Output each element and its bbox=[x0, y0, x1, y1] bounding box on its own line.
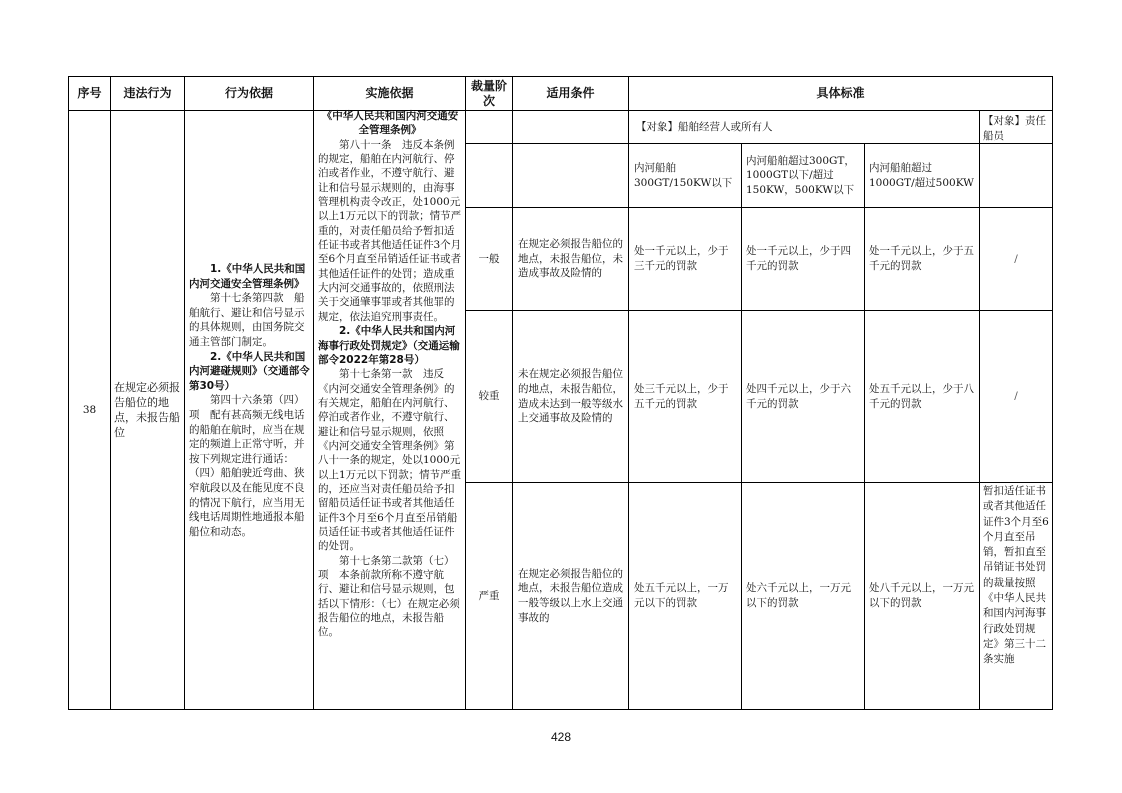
header-basis: 行为依据 bbox=[224, 86, 273, 100]
fine-general-tier-1: 处一千元以上，少于三千元的罚款 bbox=[634, 245, 729, 272]
tier-3: 内河船舶超过1000GT/超过500KW bbox=[869, 161, 974, 189]
level-serious: 较重 bbox=[478, 390, 500, 403]
fine-serious-tier-2: 处四千元以上，少于六千元的罚款 bbox=[746, 382, 851, 410]
crew-severe: 暂扣适任证书或者其他适任证件3个月至6个月直至吊销，暂扣直至吊销证书处罚的裁量按照《中华人民共和国内河海事行政处罚规定》第三十二条实施 bbox=[983, 485, 1049, 666]
impl-text-3: 第十七条第二款第（七）项 本条前款所称不遵守航行、避让和信号显示规则，包括以下情形：（七）在规定必须报告船位的地点，未报告船位。 bbox=[318, 554, 460, 639]
level-severe: 严重 bbox=[478, 589, 500, 602]
fine-general-tier-3: 处一千元以上，少于五千元的罚款 bbox=[869, 245, 974, 272]
condition-severe: 在规定必须报告船位的地点，未报告船位造成一般等级以上水上交通事故的 bbox=[518, 567, 623, 624]
header-impl: 实施依据 bbox=[365, 86, 414, 100]
tier-2: 内河船舶超过300GT，1000GT以下/超过150KW，500KW以下 bbox=[746, 154, 855, 196]
impl-title-2: 2.《中华人民共和国内河海事行政处罚规定》（交通运输部令2022年第28号） bbox=[318, 325, 460, 366]
fine-severe-tier-2: 处六千元以上，一万元以下的罚款 bbox=[746, 582, 851, 609]
condition-general: 在规定必须报告船位的地点，未报告船位，未造成事故及险情的 bbox=[518, 238, 623, 280]
crew-general: / bbox=[1014, 252, 1018, 265]
header-level: 裁量阶次 bbox=[470, 78, 507, 108]
fine-serious-tier-1: 处三千元以上，少于五千元的罚款 bbox=[634, 382, 729, 410]
page-number: 428 bbox=[550, 730, 572, 744]
header-violation: 违法行为 bbox=[123, 86, 172, 100]
basis-title-2: 2.《中华人民共和国内河避碰规则》（交通部令第30号） bbox=[189, 350, 310, 392]
fine-severe-tier-3: 处八千元以上，一万元以下的罚款 bbox=[869, 582, 974, 609]
basis-text-1: 第十七条第四款 船舶航行、避让和信号显示的具体规则，由国务院交通主管部门制定。 bbox=[189, 292, 305, 348]
fine-serious-tier-3: 处五千元以上，少于八千元的罚款 bbox=[869, 382, 974, 410]
fine-severe-tier-1: 处五千元以上，一万元以下的罚款 bbox=[634, 582, 729, 609]
basis-title-1: 1.《中华人民共和国内河交通安全管理条例》 bbox=[189, 263, 306, 290]
behavior-basis bbox=[189, 262, 310, 582]
implementation-basis bbox=[318, 109, 462, 710]
header-seq: 序号 bbox=[77, 86, 102, 100]
impl-text-2: 第十七条第一款 违反《内河交通安全管理条例》的有关规定，船舶在内河航行、停泊或者作业，不遵守航行、避让和信号显示规则，依照《内河交通安全管理条例》第八十一条的规定，处以1000元以上1万元以下罚款；情节严重的，还应当对责任船员给予扣留船员适任证书或者其他适任证件3个月至6个月直至吊销船员适任证书或者其他适任证件的处罚。 bbox=[318, 368, 462, 553]
impl-title-1: 《中华人民共和国内河交通安全管理条例》 bbox=[321, 110, 459, 137]
header-standard: 具体标准 bbox=[816, 86, 865, 100]
object-owner: 【对象】船舶经营人或所有人 bbox=[636, 120, 773, 133]
object-crew: 【对象】责任船员 bbox=[983, 115, 1046, 142]
row-seq: 38 bbox=[82, 403, 97, 416]
basis-text-2: 第四十六条第（四）项 配有甚高频无线电话的船舶在航时，应当在规定的频道上正常守听，并按下列规定进行通话：（四）船舶驶近弯曲、狭窄航段以及在能见度不良的情况下航行，应当用无线电话周期性地通报本船船位和动态。 bbox=[189, 394, 305, 538]
tier-1: 内河船舶300GT/150KW以下 bbox=[634, 161, 733, 189]
row-violation: 在规定必须报告船位的地点，未报告船位 bbox=[114, 381, 180, 439]
condition-serious: 未在规定必须报告船位的地点，未报告船位，造成未达到一般等级水上交通事故及险情的 bbox=[518, 368, 623, 425]
level-general: 一般 bbox=[478, 252, 500, 265]
header-condition: 适用条件 bbox=[546, 86, 595, 100]
fine-general-tier-2: 处一千元以上，少于四千元的罚款 bbox=[746, 245, 851, 272]
crew-serious: / bbox=[1014, 390, 1018, 403]
impl-text-1: 第八十一条 违反本条例的规定，船舶在内河航行、停泊或者作业，不遵守航行、避让和信号显示规则的，由海事管理机构责令改正，处1000元以上1万元以下的罚款；情节严重的，对责任船员给予暂扣适任证书或者其他适任证件3个月至6个月直至吊销适任证书或者其他适任证件的处罚；造成重大内河交通事故的，依照刑法关于交通肇事罪或者其他罪的规定，依法追究刑事责任。 bbox=[318, 138, 462, 323]
